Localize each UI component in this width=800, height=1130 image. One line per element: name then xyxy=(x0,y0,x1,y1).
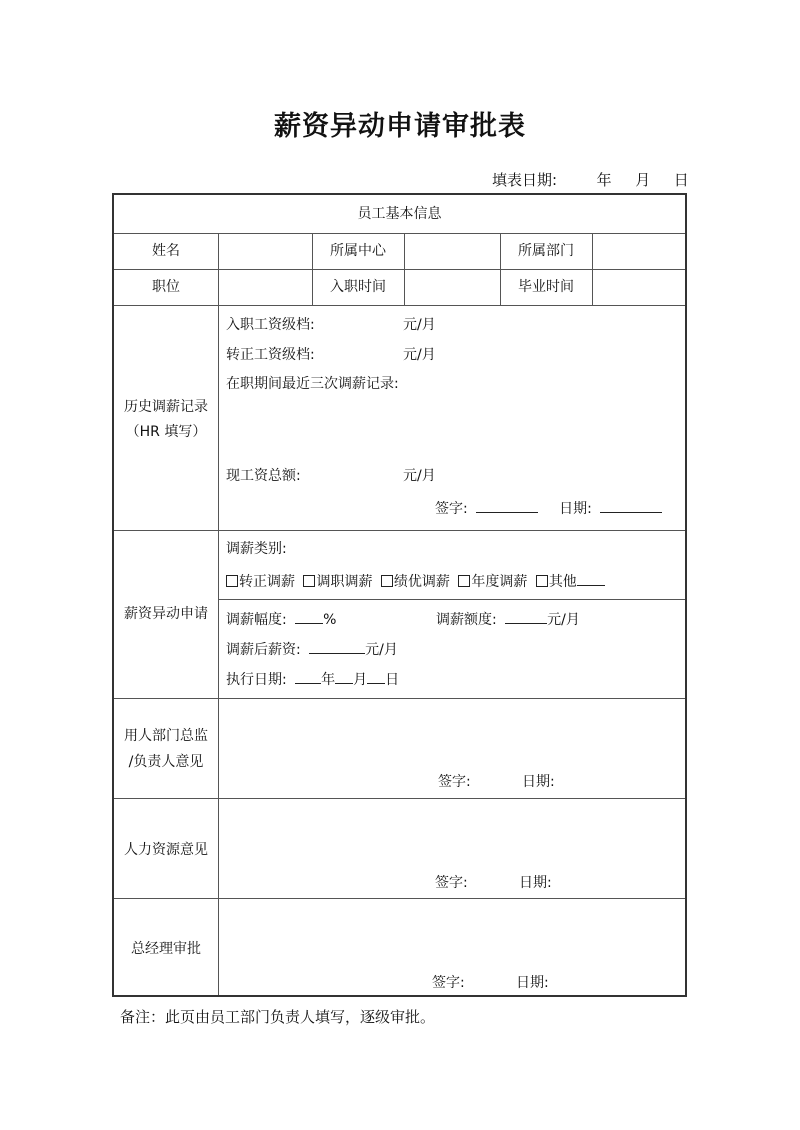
checkbox-icon[interactable] xyxy=(536,575,548,587)
other-blank[interactable] xyxy=(577,571,605,586)
history-sublabel: （HR 填写） xyxy=(125,424,207,440)
name-field[interactable] xyxy=(219,234,311,268)
join-date-label: 入职时间 xyxy=(330,279,386,295)
category-label: 调薪类别: xyxy=(226,541,287,557)
after-row xyxy=(226,639,398,659)
history-sign-blank[interactable] xyxy=(476,498,538,513)
range-unit: % xyxy=(323,612,337,628)
option-performance[interactable]: 绩优调薪 xyxy=(381,574,450,590)
graduation-date-label: 毕业时间 xyxy=(518,279,574,295)
exec-label: 执行日期: xyxy=(226,672,287,688)
join-date-field[interactable] xyxy=(405,270,499,304)
fill-date xyxy=(492,169,689,190)
exec-month-blank[interactable] xyxy=(335,669,353,684)
fill-date-month: 月 xyxy=(635,171,651,189)
exec-year-blank[interactable] xyxy=(295,669,321,684)
gm-approval-label: 总经理审批 xyxy=(131,941,201,957)
history-sign xyxy=(435,498,662,518)
after-label: 调薪后薪资: xyxy=(226,642,301,658)
gm-sign-label: 签字: xyxy=(432,975,465,991)
checkbox-icon[interactable] xyxy=(381,575,393,587)
recent-records-label: 在职期间最近三次调薪记录: xyxy=(226,376,399,392)
checkbox-icon[interactable] xyxy=(226,575,238,587)
dept-sign-label: 签字: xyxy=(438,774,471,790)
amount-row xyxy=(436,609,580,629)
department-field[interactable] xyxy=(593,234,685,268)
exec-day-blank[interactable] xyxy=(367,669,385,684)
option-annual[interactable]: 年度调薪 xyxy=(458,574,527,590)
exec-row xyxy=(226,669,399,689)
approval-table xyxy=(112,193,687,997)
form-title: 薪资异动申请审批表 xyxy=(274,111,526,142)
after-blank[interactable] xyxy=(309,639,365,654)
gm-date-label: 日期: xyxy=(516,975,549,991)
dept-date-label: 日期: xyxy=(522,774,555,790)
category-options xyxy=(226,571,605,591)
range-row xyxy=(226,609,336,629)
hr-date-label: 日期: xyxy=(519,875,552,891)
amount-blank[interactable] xyxy=(505,609,547,624)
option-other[interactable]: 其他 xyxy=(536,574,605,590)
amount-label: 调薪额度: xyxy=(436,612,497,628)
application-label: 薪资异动申请 xyxy=(124,606,208,622)
note: 备注：此页由员工部门负责人填写，逐级审批。 xyxy=(120,1008,436,1026)
history-date-label: 日期: xyxy=(559,501,592,517)
graduation-date-field[interactable] xyxy=(593,270,685,304)
department-label: 所属部门 xyxy=(518,243,574,259)
fill-date-label: 填表日期: xyxy=(492,171,558,189)
exec-day: 日 xyxy=(385,672,400,688)
regular-grade-label: 转正工资级档: xyxy=(226,347,315,363)
entry-grade-unit: 元/月 xyxy=(403,317,436,333)
range-blank[interactable] xyxy=(295,609,323,624)
position-field[interactable] xyxy=(219,270,311,304)
option-regularization[interactable]: 转正调薪 xyxy=(226,574,295,590)
amount-unit: 元/月 xyxy=(547,612,580,628)
position-label: 职位 xyxy=(152,279,180,295)
dept-opinion-label: 用人部门总监 xyxy=(124,728,208,744)
range-label: 调薪幅度: xyxy=(226,612,287,628)
name-label: 姓名 xyxy=(152,243,180,259)
fill-date-year: 年 xyxy=(596,171,612,189)
dept-opinion-sublabel: /负责人意见 xyxy=(128,754,204,770)
checkbox-icon[interactable] xyxy=(303,575,315,587)
after-unit: 元/月 xyxy=(365,642,398,658)
option-transfer[interactable]: 调职调薪 xyxy=(303,574,372,590)
history-date-blank[interactable] xyxy=(600,498,662,513)
history-label: 历史调薪记录 xyxy=(124,399,208,415)
history-sign-label: 签字: xyxy=(435,501,468,517)
current-total-unit: 元/月 xyxy=(403,468,436,484)
hr-opinion-label: 人力资源意见 xyxy=(124,842,208,858)
basic-info-header: 员工基本信息 xyxy=(357,206,442,222)
checkbox-icon[interactable] xyxy=(458,575,470,587)
center-field[interactable] xyxy=(405,234,499,268)
exec-month: 月 xyxy=(353,672,368,688)
hr-sign-label: 签字: xyxy=(435,875,468,891)
entry-grade-label: 入职工资级档: xyxy=(226,317,315,333)
fill-date-day: 日 xyxy=(673,171,689,189)
current-total-label: 现工资总额: xyxy=(226,468,301,484)
center-label: 所属中心 xyxy=(330,243,386,259)
exec-year: 年 xyxy=(321,672,336,688)
regular-grade-unit: 元/月 xyxy=(403,347,436,363)
